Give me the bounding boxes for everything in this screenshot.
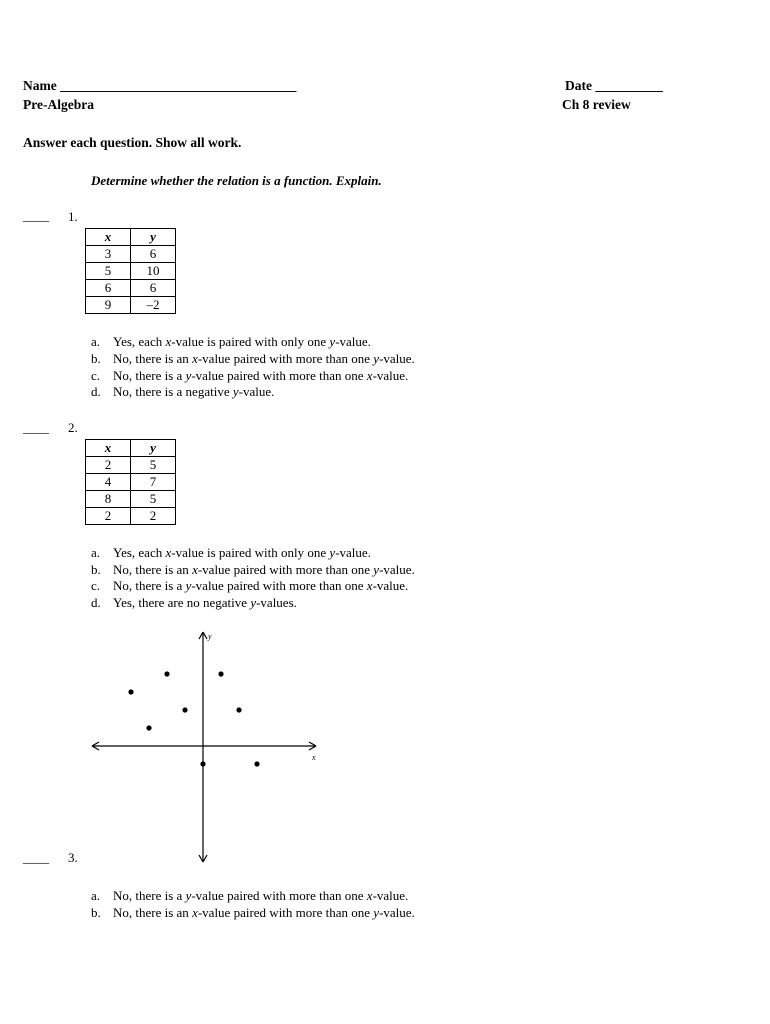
choice-text: No, there is a y-value paired with more than one x-value. (113, 578, 409, 593)
graph-axes (92, 632, 316, 862)
choice-text: No, there is a y-value paired with more than one x-value. (113, 888, 409, 903)
choice-2c (91, 578, 408, 594)
choice-2b (91, 562, 415, 578)
choice-letter: a. (91, 888, 101, 903)
choice-letter: a. (91, 334, 101, 349)
table-header-row (86, 440, 176, 457)
table-cell: 5 (86, 263, 131, 280)
answer-blank-3[interactable]: ____ (23, 850, 49, 865)
table-header-y: y (131, 440, 176, 457)
choice-3b (91, 905, 415, 921)
table-cell: 4 (86, 474, 131, 491)
choice-text: No, there is a y-value paired with more than one x-value. (113, 368, 409, 383)
question-number-2: 2. (68, 420, 78, 435)
choice-1c (91, 368, 408, 384)
choice-3a (91, 888, 408, 904)
table-cell: 8 (86, 491, 131, 508)
graph-points (128, 671, 259, 766)
choice-letter: b. (91, 562, 101, 577)
choice-text: No, there is an x-value paired with more than one y-value. (113, 351, 415, 366)
table-cell: 3 (86, 246, 131, 263)
choice-letter: c. (91, 368, 101, 383)
table-row (86, 297, 176, 314)
table-row (86, 246, 176, 263)
table-row (86, 280, 176, 297)
graph-point (164, 671, 169, 676)
graph-point (236, 707, 241, 712)
table-cell: 2 (86, 457, 131, 474)
coordinate-graph (86, 626, 326, 870)
table-header-row (86, 229, 176, 246)
table-cell: 5 (131, 457, 176, 474)
relation-table-1 (85, 228, 176, 314)
question-number-1: 1. (68, 209, 78, 224)
graph-point (146, 725, 151, 730)
choice-letter: d. (91, 384, 101, 399)
answer-blank-2[interactable]: ____ (23, 420, 49, 435)
table-cell: 9 (86, 297, 131, 314)
table-cell: 2 (131, 508, 176, 525)
choice-1a (91, 334, 371, 350)
table-cell: 10 (131, 263, 176, 280)
table-cell: –2 (131, 297, 176, 314)
choice-text: Yes, each x-value is paired with only one y-value. (113, 545, 371, 560)
graph-point (128, 689, 133, 694)
graph-point (218, 671, 223, 676)
choice-text: No, there is a negative y-value. (113, 384, 275, 399)
section-prompt: Determine whether the relation is a function. Explain. (91, 173, 382, 188)
table-cell: 5 (131, 491, 176, 508)
table-cell: 6 (131, 280, 176, 297)
table-header-y: y (131, 229, 176, 246)
graph-point (254, 761, 259, 766)
course-title: Pre-Algebra (23, 97, 94, 112)
choice-text: No, there is an x-value paired with more than one y-value. (113, 562, 415, 577)
choice-1d (91, 384, 274, 400)
choice-letter: b. (91, 351, 101, 366)
table-cell: 6 (131, 246, 176, 263)
relation-table-2 (85, 439, 176, 525)
table-row (86, 491, 176, 508)
y-axis-label: y (208, 632, 212, 641)
choice-letter: d. (91, 595, 101, 610)
x-axis-label: x (312, 753, 316, 762)
question-number-3: 3. (68, 850, 78, 865)
answer-blank-1[interactable]: ____ (23, 208, 49, 223)
choice-letter: b. (91, 905, 101, 920)
graph-point (200, 761, 205, 766)
choice-2d (91, 595, 297, 611)
choice-text: Yes, each x-value is paired with only one y-value. (113, 334, 371, 349)
choice-text: No, there is an x-value paired with more than one y-value. (113, 905, 415, 920)
choice-text: Yes, there are no negative y-values. (113, 595, 297, 610)
choice-letter: a. (91, 545, 101, 560)
date-field-label: Date __________ (565, 78, 663, 93)
table-cell: 2 (86, 508, 131, 525)
choice-1b (91, 351, 415, 367)
choice-2a (91, 545, 371, 561)
instructions: Answer each question. Show all work. (23, 135, 242, 150)
table-cell: 6 (86, 280, 131, 297)
table-header-x: x (86, 229, 131, 246)
table-header-x: x (86, 440, 131, 457)
graph-point (182, 707, 187, 712)
table-row (86, 263, 176, 280)
table-row (86, 457, 176, 474)
choice-letter: c. (91, 578, 101, 593)
table-row (86, 508, 176, 525)
table-row (86, 474, 176, 491)
table-cell: 7 (131, 474, 176, 491)
name-field-label: Name ___________________________________ (23, 78, 297, 93)
chapter-title: Ch 8 review (562, 97, 631, 112)
